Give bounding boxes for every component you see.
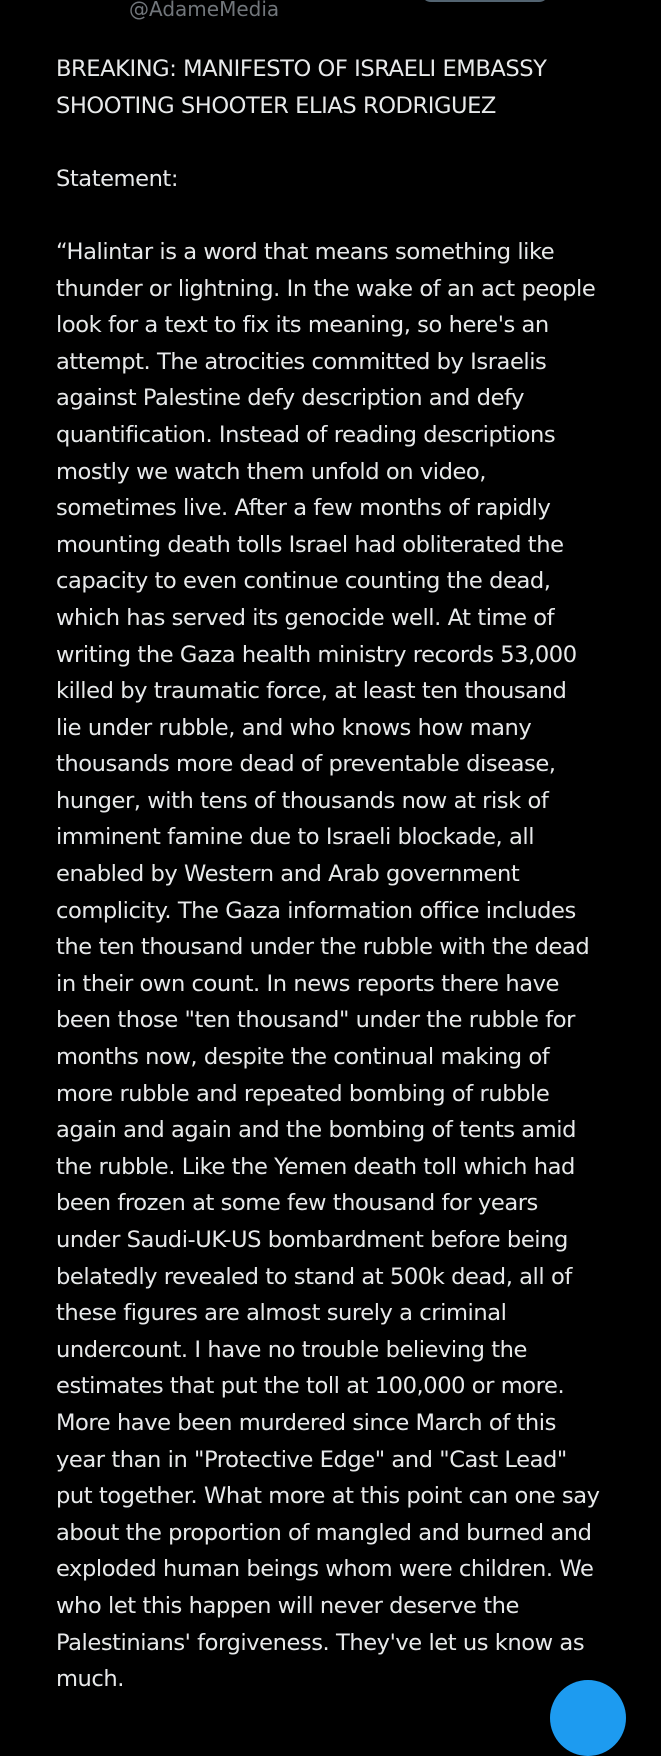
compose-button[interactable] xyxy=(550,1680,626,1756)
user-handle[interactable]: @AdameMedia xyxy=(129,0,280,21)
follow-button[interactable] xyxy=(421,0,549,2)
post-text: BREAKING: MANIFESTO OF ISRAELI EMBASSY SHOOTING SHOOTER ELIAS RODRIGUEZ Statement: “Halintar is a word that means something like thunder or lightning. In the wake of an act people look for a text to fix its meaning, so here's an attempt. The atrocities committed by Israelis against Palestine defy description and defy quantification. Instead of reading descriptions mostly we watch them unfold on video, sometimes live. After a few months of rapidly mounting death tolls Israel had obliterated the capacity to even continue counting the dead, which has served its genocide well. At time of writing the Gaza health ministry records 53,000 killed by traumatic force, at least ten thousand lie under rubble, and who knows how many thousands more dead of preventable disease, hunger, with tens of thousands now at risk of imminent famine due to Israeli blockade, all enabled by Western and Arab government complicity. The Gaza information office includes the ten thousand under the rubble with the dead in their own count. In news reports there have been those "ten thousand" under the rubble for months now, despite the continual making of more rubble and repeated bombing of rubble again and again and the bombing of tents amid the rubble. Like the Yemen death toll which had been frozen at some few thousand for years under Saudi-UK-US bombardment before being belatedly revealed to stand at 500k dead, all of these figures are almost surely a criminal undercount. I have no trouble believing the estimates that put the toll at 100,000 or more. More have been murdered since March of this year than in "Protective Edge" and "Cast Lead" put together. What more at this point can one say about the proportion of mangled and burned and exploded human beings whom were children. We who let this happen will never deserve the Palestinians' forgiveness. They've let us know as much. xyxy=(56,56,600,1693)
